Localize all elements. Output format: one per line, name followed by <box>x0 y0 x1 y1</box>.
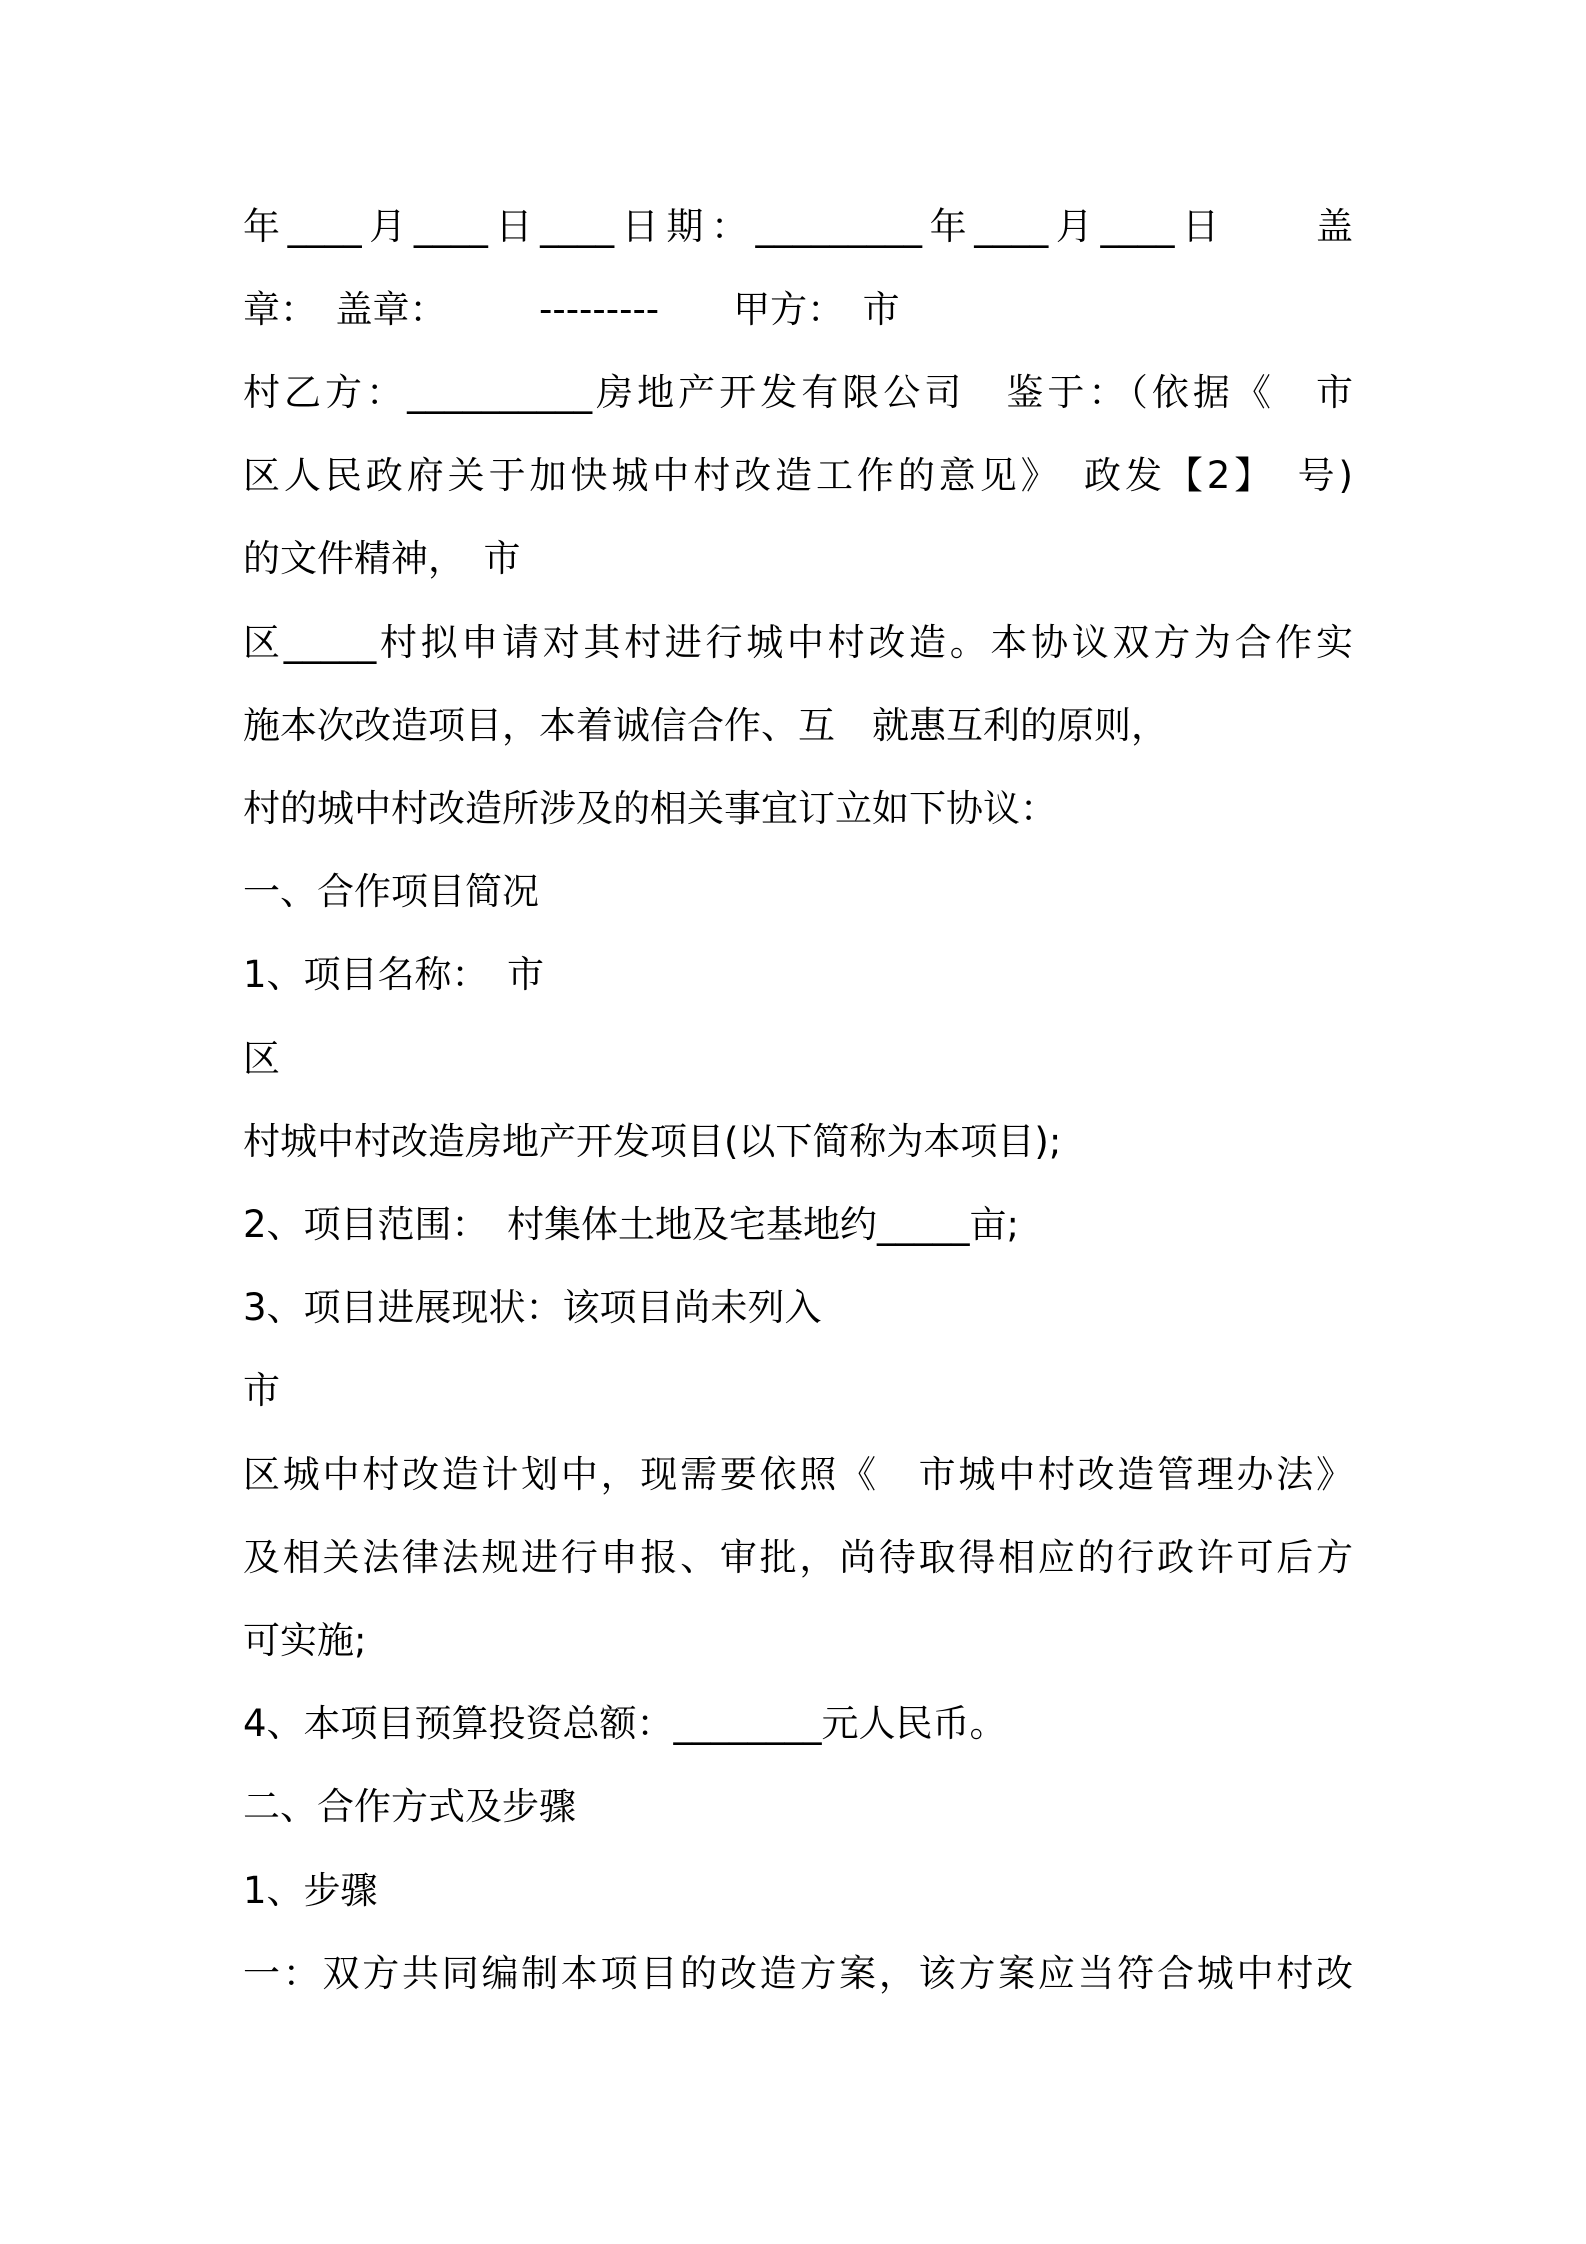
text-line-21: 1、步骤 <box>243 1869 378 1912</box>
text-line-22: 一：双方共同编制本项目的改造方案，该方案应当符合城中村改 <box>243 1952 1353 1995</box>
text-line-12: 村城中村改造房地产开发项目(以下简称为本项目); <box>243 1120 1062 1163</box>
text-line-11: 区 <box>243 1037 280 1080</box>
text-line-1: 年____月____日____日期：_________年____月____日 盖 <box>243 205 1353 248</box>
text-line-2: 章： 盖章： --------- 甲方： 市 <box>243 288 900 331</box>
text-line-15: 市 <box>243 1369 280 1412</box>
text-line-13: 2、项目范围： 村集体土地及宅基地约_____亩; <box>243 1203 1020 1246</box>
text-line-7: 施本次改造项目，本着诚信合作、互 就惠互利的原则， <box>243 704 1168 747</box>
text-line-5: 的文件精神， 市 <box>243 537 521 580</box>
text-line-16: 区城中村改造计划中，现需要依照《 市城中村改造管理办法》 <box>243 1453 1353 1496</box>
text-line-6: 区_____村拟申请对其村进行城中村改造。本协议双方为合作实 <box>243 621 1353 664</box>
text-line-3: 村乙方：__________房地产开发有限公司 鉴于：（依据《 市 <box>243 371 1353 414</box>
text-line-8: 村的城中村改造所涉及的相关事宜订立如下协议： <box>243 787 1057 830</box>
text-line-10: 1、项目名称： 市 <box>243 953 545 996</box>
text-line-18: 可实施; <box>243 1619 367 1662</box>
text-line-14: 3、项目进展现状：该项目尚未列入 <box>243 1286 822 1329</box>
text-line-19: 4、本项目预算投资总额：________元人民币。 <box>243 1702 1007 1745</box>
text-line-17: 及相关法律法规进行申报、审批，尚待取得相应的行政许可后方 <box>243 1536 1353 1579</box>
text-line-4: 区人民政府关于加快城中村改造工作的意见》 政发【2】 号) <box>243 454 1353 497</box>
section-heading-1: 一、合作项目简况 <box>243 870 539 913</box>
section-heading-2: 二、合作方式及步骤 <box>243 1785 576 1828</box>
